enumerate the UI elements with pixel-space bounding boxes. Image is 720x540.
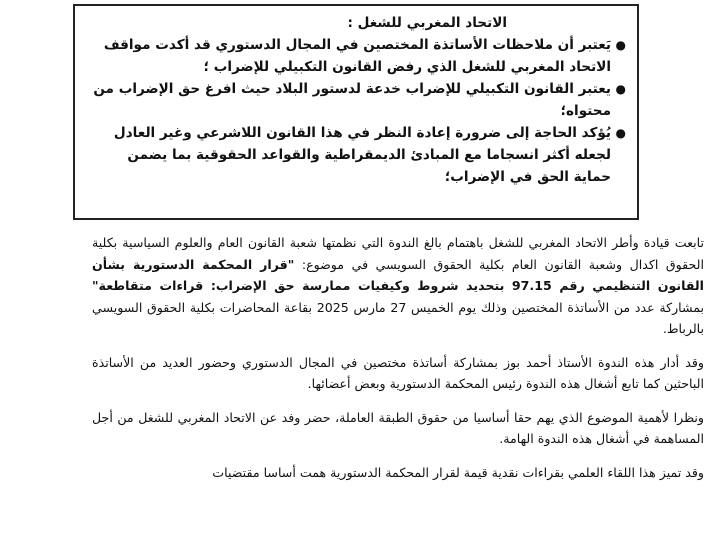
statement-box (73, 4, 639, 220)
statement-item (87, 78, 626, 122)
paragraph-text: تابعت قيادة وأطر الاتحاد المغربي للشغل باهتمام بالغ الندوة التي نظمتها شعبة القانون العام والعلوم السياسية بكلية الحقوق اكدال وشعبة القانون العام بكلية الحقوق السويسي في موضوع: (92, 235, 704, 272)
statement-item-text: يَعتبر أن ملاحظات الأساتذة المختصين في المجال الدستوري قد أكدت مواقف الاتحاد المغربي للشغل الذي رفض القانون التكبيلي للإضراب ؛ (103, 37, 611, 75)
statement-item (87, 122, 626, 188)
bullet-icon: ● (615, 82, 626, 96)
seminar-title: "قرار المحكمة الدستورية بشأن القانون التنظيمي رقم 97.15 بتحديد شروط وكيفيات ممارسة حق الإضراب: قراءات متقاطعة" (92, 256, 704, 293)
statement-item (87, 34, 626, 78)
article-paragraph: وقد تميز هذا اللقاء العلمي بقراءات نقدية قيمة لقرار المحكمة الدستورية همت أساسا مقتضيات (212, 464, 704, 480)
article-paragraph (92, 232, 704, 340)
statement-item-text: يعتبر القانون التكبيلي للإضراب خدعة لدستور البلاد حيث افرغ حق الإضراب من محتواه؛ (93, 81, 611, 119)
statement-list (87, 34, 627, 188)
statement-title: الاتحاد المغربي للشغل : (347, 15, 507, 31)
paragraph-text: بمشاركة عدد من الأساتذة المختصين وذلك يوم الخميس 27 مارس 2025 بقاعة المحاضرات بكلية الحقوق السويسي بالرباط. (92, 299, 705, 336)
article-paragraph: وقد أدار هذه الندوة الأستاذ أحمد بوز بمشاركة أساتذة مختصين في المجال الدستوري وحضور العديد من الأساتذة الباحثين كما تابع أشغال هذه الندوة رئيس المحكمة الدستورية وبعض أعضائها. (92, 354, 704, 391)
article-paragraph: ونظرا لأهمية الموضوع الذي يهم حقا أساسيا من حقوق الطبقة العاملة، حضر وفد عن الاتحاد المغربي للشغل من أجل المساهمة في أشغال هذه الندوة الهامة. (92, 409, 704, 446)
bullet-icon: ● (615, 126, 626, 140)
statement-item-text: يُؤكد الحاجة إلى ضرورة إعادة النظر في هذا القانون اللاشرعي وغير العادل لجعله أكثر انسجاما مع المبادئ الديمقراطية والقواعد الحقوقية بما يضمن حماية الحق في الإضراب؛ (113, 125, 611, 185)
bullet-icon: ● (615, 38, 626, 52)
article-body (92, 232, 704, 495)
